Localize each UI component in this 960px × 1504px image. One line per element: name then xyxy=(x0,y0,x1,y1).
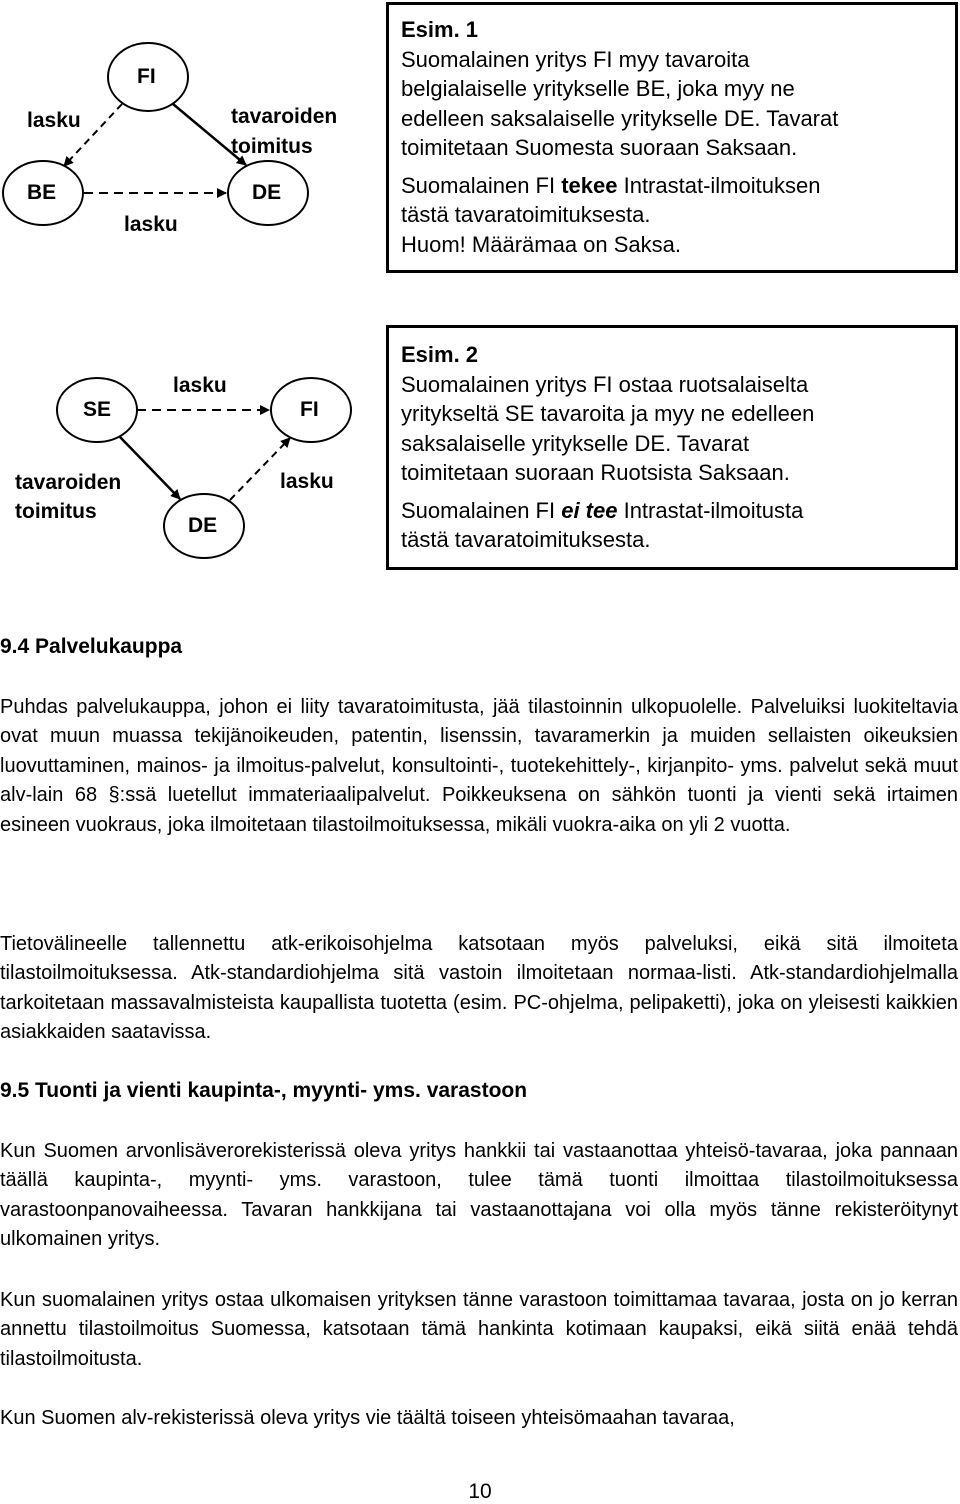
invoice-label: lasku xyxy=(27,109,81,132)
paragraph: Tietovälineelle tallennettu atk-erikoisohjelma katsotaan myös palveluksi, eikä sitä ilmoiteta tilastoilmoituksessa. Atk-standardiohjelma sitä vastoin ilmoitetaan normaa-listi. Atk-standardiohjelmalla tarkoitetaan massavalmisteista kaupallista tuotetta (esim. PC-ohjelma, pelipaketti), joka on yleisesti kaikkien asiakkaiden saatavissa. xyxy=(0,933,958,1044)
example-line: edelleen saksalaiselle yritykselle DE. Tavarat xyxy=(401,105,839,131)
example-line: saksalaiselle yritykselle DE. Tavarat xyxy=(401,430,750,456)
invoice-label: lasku xyxy=(124,213,178,236)
example-line: yritykseltä SE tavaroita ja myy ne edelleen xyxy=(401,401,815,426)
node-se-label: SE xyxy=(83,398,112,421)
example1-box xyxy=(386,2,958,273)
example-title: Esim. 1 xyxy=(401,17,479,42)
example-line: toimitetaan suoraan Ruotsista Saksaan. xyxy=(401,460,790,485)
example-note-line: tästä tavaratoimituksesta. xyxy=(401,527,651,552)
example-line: Suomalainen yritys FI myy tavaroita xyxy=(401,46,750,72)
example-line: belgialaiselle yritykselle BE, joka myy ne xyxy=(401,76,795,101)
node-be-label: BE xyxy=(27,181,57,204)
delivery-label: tavaroiden xyxy=(231,105,338,128)
section-heading-9-4: 9.4 Palvelukauppa xyxy=(0,635,183,658)
example-note: Suomalainen FI ei tee Intrastat-ilmoitusta xyxy=(401,497,804,523)
example-line: toimitetaan Suomesta suoraan Saksaan. xyxy=(401,135,798,160)
example-note-line: tästä tavaratoimituksesta. xyxy=(401,202,651,227)
node-fi-label: FI xyxy=(300,398,319,421)
invoice-label: lasku xyxy=(280,470,334,493)
example2-box xyxy=(386,325,958,570)
example2-diagram xyxy=(0,325,380,575)
example-note-line: Huom! Määrämaa on Saksa. xyxy=(401,231,682,257)
node-de-label: DE xyxy=(188,514,218,537)
paragraph: Puhdas palvelukauppa, johon ei liity tavaratoimitusta, jää tilastoinnin ulkopuolelle. Palveluiksi luokiteltavia ovat muun muassa tekijänoikeuden, patentin, lisenssin, tavaramerkin ja muiden sellaisten oikeuksien luovuttaminen, mainos- ja ilmoitus-palvelut, konsultointi-, tuotekehittely-, kirjanpito- yms. palvelut sekä muut alv-lain 68 §:ssä luetellut immateriaalipalvelut. Poikkeuksena on sähkön tuonti ja vienti sekä irtaimen esineen vuokraus, joka ilmoitetaan tilastoilmoituksessa, mikäli vuokra-aika on yli 2 vuotta. xyxy=(0,696,958,836)
paragraph: Kun suomalainen yritys ostaa ulkomaisen yrityksen tänne varastoon toimittamaa tavaraa, josta on jo kerran annettu tilastoilmoitus Suomessa, katsotaan tämä hankinta kotimaan kaupaksi, eikä siitä enää tehdä tilastoilmoitusta. xyxy=(0,1289,958,1370)
example-title: Esim. 2 xyxy=(401,342,479,367)
example-line: Suomalainen yritys FI ostaa ruotsalaiselta xyxy=(401,371,809,397)
example1-arrows xyxy=(0,0,380,280)
invoice-label: lasku xyxy=(173,374,227,397)
node-de-label: DE xyxy=(252,181,282,204)
page-number: 10 xyxy=(468,1480,492,1503)
example-note: Suomalainen FI tekee Intrastat-ilmoituksen xyxy=(401,172,821,198)
delivery-label: tavaroiden xyxy=(15,471,122,494)
section-heading-9-5: 9.5 Tuonti ja vienti kaupinta-, myynti- yms. varastoon xyxy=(0,1079,528,1102)
delivery-label: toimitus xyxy=(231,135,313,158)
paragraph: Kun Suomen alv-rekisterissä oleva yritys vie täältä toiseen yhteisömaahan tavaraa, xyxy=(0,1407,735,1429)
delivery-arrow-se-de xyxy=(120,437,180,499)
node-fi-label: FI xyxy=(137,65,156,88)
example1-diagram xyxy=(0,0,380,280)
delivery-label: toimitus xyxy=(15,500,97,523)
paragraph: Kun Suomen arvonlisäverorekisterissä oleva yritys hankkii tai vastaanottaa yhteisö-tavaraa, joka pannaan täällä kaupinta-, myynti- yms. varastoon, tulee tämä tuonti ilmoittaa tilastoilmoituksessa varastoonpanovaiheessa. Tavaran hankkijana tai vastaanottajana voi olla myös tänne rekisteröitynyt ulkomainen yritys. xyxy=(0,1140,958,1251)
